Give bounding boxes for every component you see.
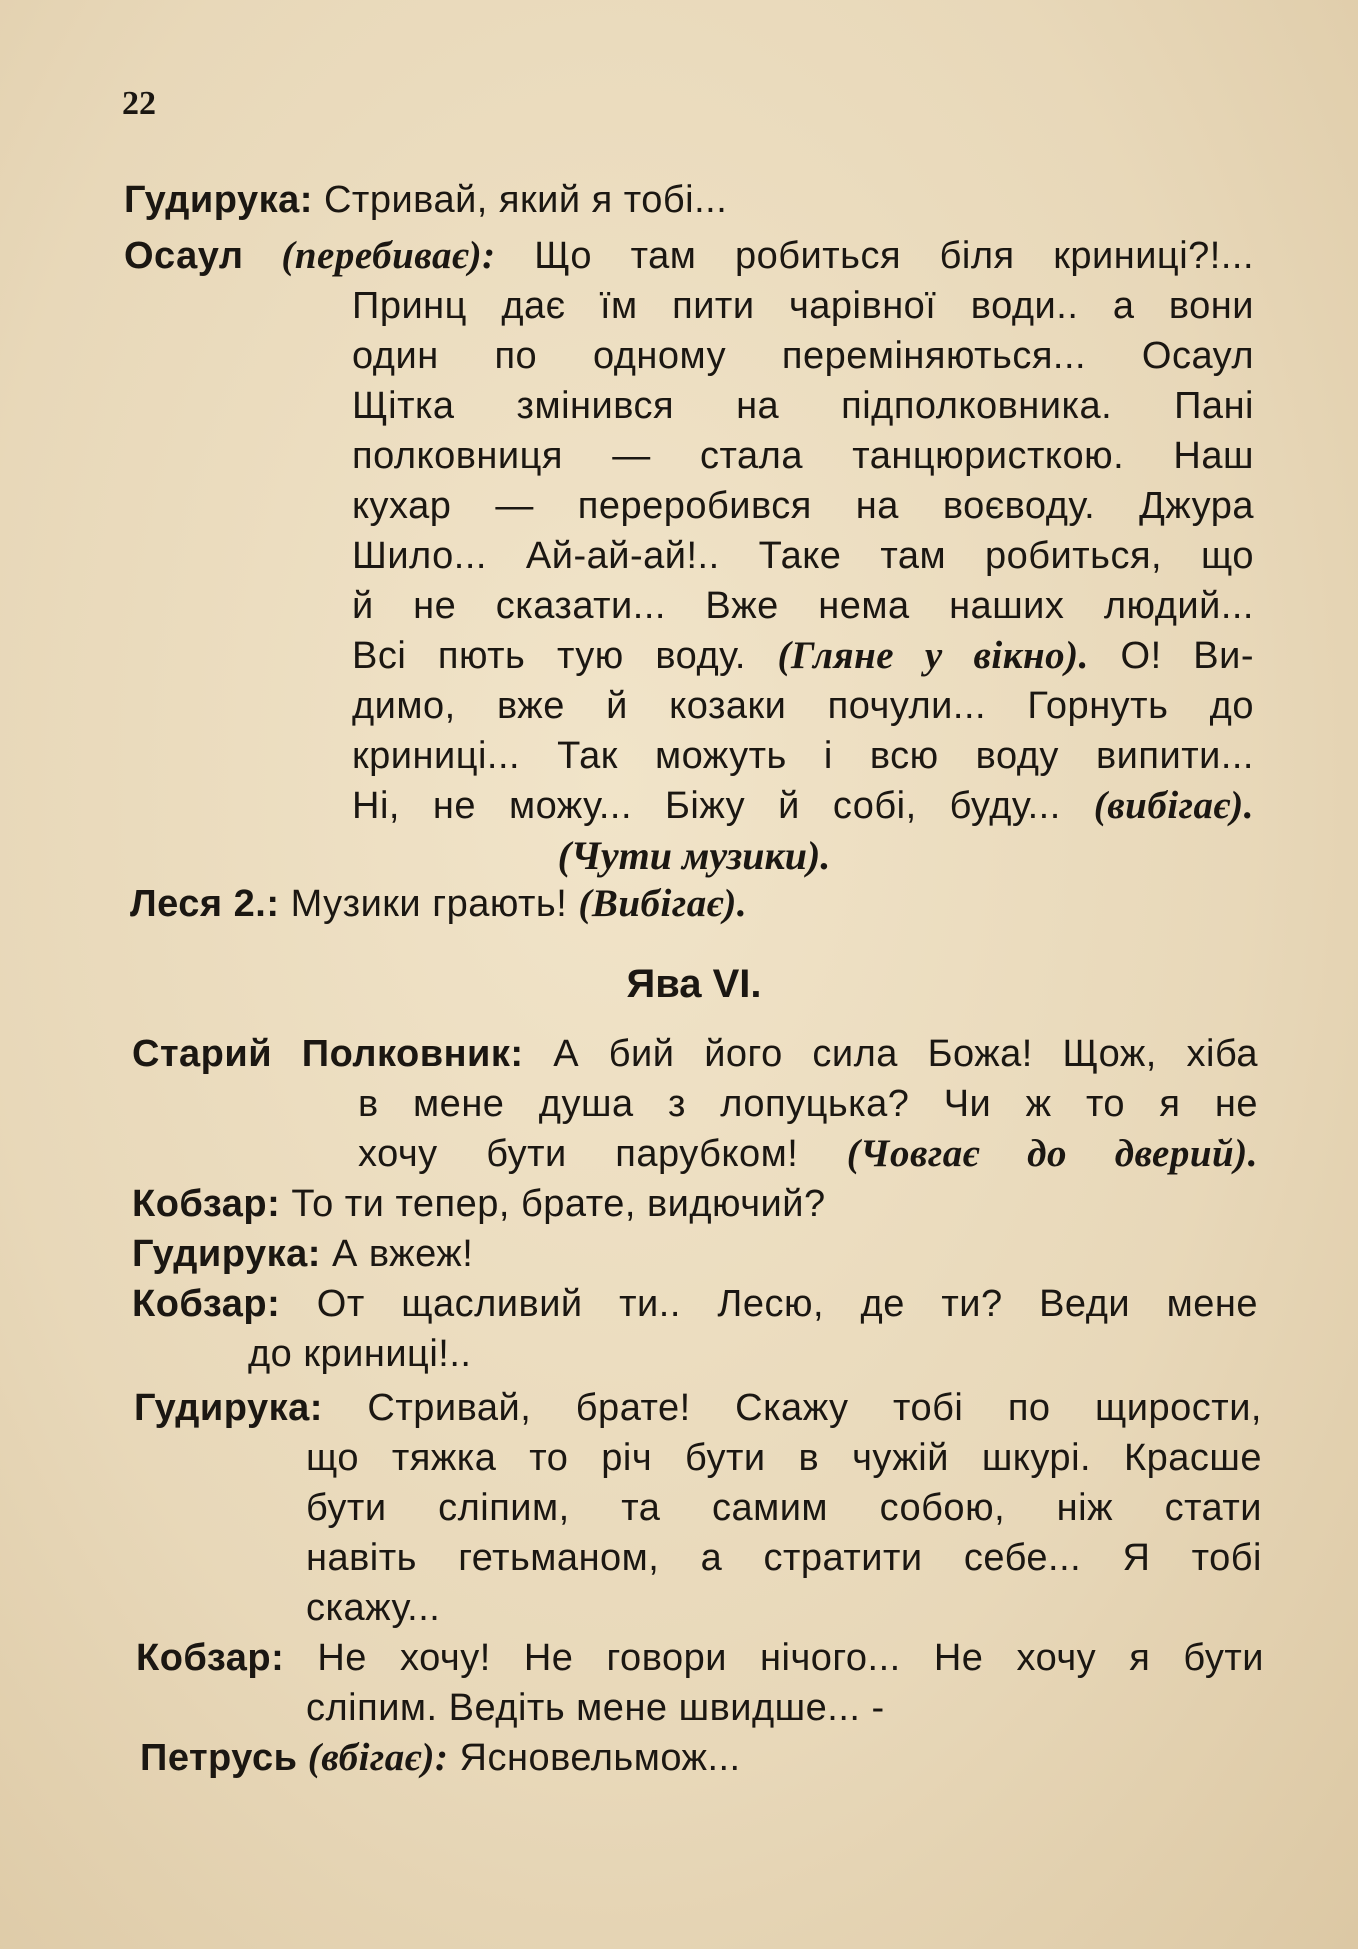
dialogue-text: А бий його сила Божа! Щож, хіба bbox=[523, 1033, 1258, 1075]
speaker-name: Осаул bbox=[124, 235, 244, 277]
dialogue-continuation: Щітка змінився на підполковника. Пані bbox=[352, 385, 1254, 427]
stage-direction-centered: (Чути музики). bbox=[557, 833, 831, 878]
scene-heading: Ява VI. bbox=[626, 962, 762, 1006]
speaker-name: Кобзар: bbox=[132, 1183, 281, 1225]
dialogue-text: То ти тепер, брате, видючий? bbox=[280, 1183, 826, 1225]
dialogue-line bbox=[132, 1030, 1258, 1078]
speaker-name: Кобзар: bbox=[132, 1283, 281, 1325]
stage-direction: (Човгає до дверий). bbox=[846, 1132, 1258, 1175]
stage-direction: (Гляне у вікно). bbox=[777, 634, 1089, 677]
stage-direction: (Вибігає). bbox=[578, 882, 748, 925]
dialogue-line bbox=[132, 1280, 1258, 1328]
dialogue-continuation: криниці... Так можуть і всю воду випити... bbox=[352, 735, 1254, 777]
page-number: 22 bbox=[122, 85, 156, 122]
speaker-name: Гудирука: bbox=[124, 179, 313, 221]
speaker-name: Петрусь bbox=[140, 1737, 298, 1779]
dialogue-continuation bbox=[352, 632, 1254, 680]
dialogue-text: Стривай, брате! Скажу тобі по щирости, bbox=[322, 1387, 1262, 1429]
dialogue-line bbox=[140, 1734, 741, 1782]
dialogue-line bbox=[124, 176, 727, 224]
dialogue-line bbox=[136, 1634, 1264, 1682]
speaker-name: Кобзар: bbox=[136, 1637, 285, 1679]
dialogue-text: хочу бути парубком! bbox=[358, 1133, 847, 1175]
dialogue-continuation: й не сказати... Вже нема наших людий... bbox=[352, 585, 1254, 627]
dialogue-text: Ясновельмож... bbox=[448, 1737, 741, 1779]
dialogue-continuation: димо, вже й козаки почули... Горнуть до bbox=[352, 685, 1254, 727]
speaker-name: Леся 2.: bbox=[130, 883, 280, 925]
dialogue-text: Що там робиться біля криниці?!... bbox=[495, 235, 1254, 277]
dialogue-text: А вжеж! bbox=[320, 1233, 474, 1275]
dialogue-continuation: що тяжка то річ бути в чужій шкурі. Красше bbox=[306, 1437, 1262, 1479]
speaker-name: Гудирука: bbox=[134, 1387, 323, 1429]
dialogue-text: Не хочу! Не говори нічого... Не хочу я бути bbox=[284, 1637, 1264, 1679]
dialogue-continuation bbox=[358, 1130, 1258, 1178]
dialogue-line bbox=[132, 1230, 473, 1278]
dialogue-text: Всі пють тую воду. bbox=[352, 635, 778, 677]
speaker-name: Старий Полковник: bbox=[132, 1033, 524, 1075]
stage-direction: (перебиває): bbox=[243, 234, 496, 277]
dialogue-continuation: навіть гетьманом, а стратити себе... Я тобі bbox=[306, 1537, 1262, 1579]
dialogue-line bbox=[130, 880, 747, 928]
dialogue-line bbox=[134, 1384, 1262, 1432]
dialogue-text: От щасливий ти.. Лесю, де ти? Веди мене bbox=[280, 1283, 1258, 1325]
dialogue-continuation: кухар — переробився на воєводу. Джура bbox=[352, 485, 1254, 527]
dialogue-line bbox=[124, 232, 1254, 280]
dialogue-continuation: Принц дає їм пити чарівної води.. а вони bbox=[352, 285, 1254, 327]
dialogue-text: О! Ви- bbox=[1088, 635, 1254, 677]
stage-direction: (вибігає). bbox=[1093, 784, 1254, 827]
dialogue-continuation: Шило... Ай-ай-ай!.. Таке там робиться, що bbox=[352, 535, 1254, 577]
stage-direction: (вбігає): bbox=[297, 1736, 449, 1779]
dialogue-continuation: скажу... bbox=[306, 1587, 441, 1629]
dialogue-continuation: сліпим. Ведіть мене швидше... - bbox=[306, 1687, 885, 1729]
dialogue-text: Ні, не можу... Біжу й собі, буду... bbox=[352, 785, 1094, 827]
dialogue-line bbox=[132, 1180, 826, 1228]
dialogue-continuation: до криниці!.. bbox=[248, 1333, 472, 1375]
dialogue-text: Музики грають! bbox=[279, 883, 579, 925]
dialogue-continuation: один по одному переміняються... Осаул bbox=[352, 335, 1254, 377]
dialogue-continuation: бути сліпим, та самим собою, ніж стати bbox=[306, 1487, 1262, 1529]
dialogue-text: Стривай, який я тобі... bbox=[312, 179, 728, 221]
dialogue-continuation: в мене душа з лопуцька? Чи ж то я не bbox=[358, 1083, 1258, 1125]
dialogue-continuation bbox=[352, 782, 1254, 830]
speaker-name: Гудирука: bbox=[132, 1233, 321, 1275]
dialogue-continuation: полковниця — стала танцюристкою. Наш bbox=[352, 435, 1254, 477]
